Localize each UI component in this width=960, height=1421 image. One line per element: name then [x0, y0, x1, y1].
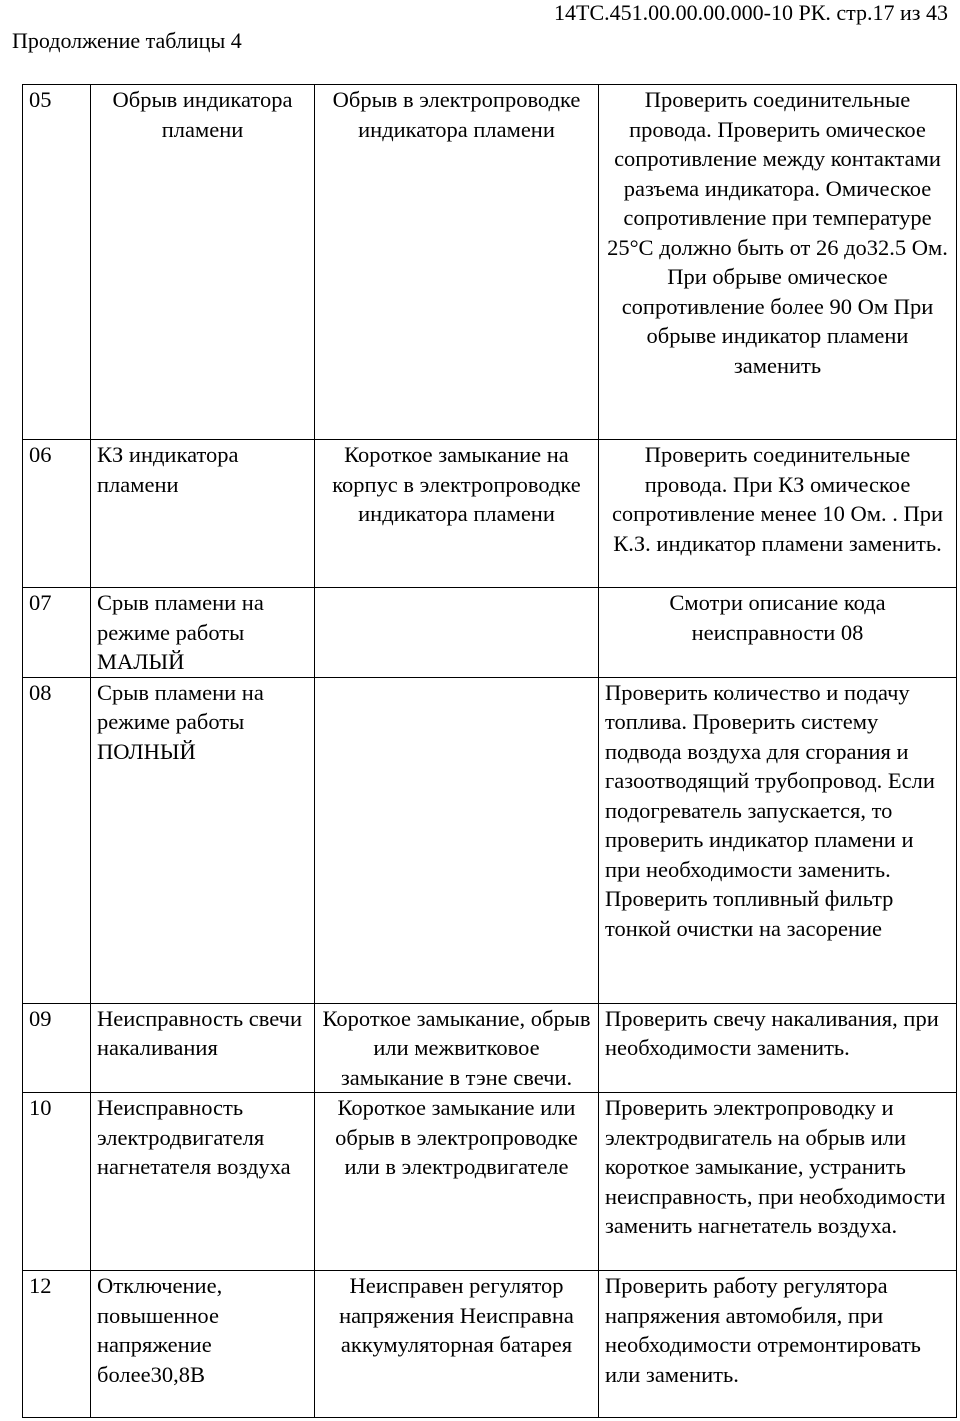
- fault-name: Срыв пламени на режиме работы МАЛЫЙ: [91, 588, 315, 678]
- fault-cause: Обрыв в электропроводке индикатора пламени: [315, 85, 599, 440]
- fault-cause: [315, 588, 599, 678]
- fault-cause: Короткое замыкание или обрыв в электропроводке или в электродвигателе: [315, 1093, 599, 1271]
- fault-code: 07: [23, 588, 91, 678]
- fault-code: 08: [23, 677, 91, 1003]
- fault-code: 06: [23, 440, 91, 588]
- fault-action: Проверить соединительные провода. При КЗ омическое сопротивление менее 10 Ом. . При К.З. индикатор пламени заменить.: [599, 440, 957, 588]
- table-row: [23, 588, 957, 678]
- table-row: [23, 85, 957, 440]
- fault-cause: Короткое замыкание, обрыв или межвитковое замыкание в тэне свечи.: [315, 1003, 599, 1093]
- fault-cause: Короткое замыкание на корпус в электропроводке индикатора пламени: [315, 440, 599, 588]
- fault-action: Проверить свечу накаливания, при необходимости заменить.: [599, 1003, 957, 1093]
- fault-codes-table: [22, 84, 957, 1418]
- table-row: [23, 1271, 957, 1418]
- fault-name: Срыв пламени на режиме работы ПОЛНЫЙ: [91, 677, 315, 1003]
- fault-action: Проверить количество и подачу топлива. Проверить систему подвода воздуха для сгорания и газоотводящий трубопровод. Если подогреватель запускается, то проверить индикатор пламени и при необходимости заменить. Проверить топливный фильтр тонкой очистки на засорение: [599, 677, 957, 1003]
- fault-code: 12: [23, 1271, 91, 1418]
- fault-name: Отключение, повышенное напряжение более30,8В: [91, 1271, 315, 1418]
- fault-action: Проверить электропроводку и электродвигатель на обрыв или короткое замыкание, устранить неисправность, при необходимости заменить нагнетатель воздуха.: [599, 1093, 957, 1271]
- table-row: [23, 1003, 957, 1093]
- fault-action: Смотри описание кода неисправности 08: [599, 588, 957, 678]
- fault-name: Обрыв индикатора пламени: [91, 85, 315, 440]
- document-reference: 14ТС.451.00.00.00.000-10 РК. стр.17 из 43: [554, 0, 948, 25]
- fault-code: 05: [23, 85, 91, 440]
- table-row: [23, 1093, 957, 1271]
- fault-name: КЗ индикатора пламени: [91, 440, 315, 588]
- fault-cause: [315, 677, 599, 1003]
- table-row: [23, 440, 957, 588]
- table-row: [23, 677, 957, 1003]
- fault-cause: Неисправен регулятор напряжения Неисправна аккумуляторная батарея: [315, 1271, 599, 1418]
- fault-code: 09: [23, 1003, 91, 1093]
- table-caption: Продолжение таблицы 4: [12, 28, 242, 53]
- fault-action: Проверить соединительные провода. Проверить омическое сопротивление между контактами разъема индикатора. Омическое сопротивление при температуре 25°С должно быть от 26 до32.5 Ом. При обрыве омическое сопротивление более 90 Ом При обрыве индикатор пламени заменить: [599, 85, 957, 440]
- fault-code: 10: [23, 1093, 91, 1271]
- fault-name: Неисправность электродвигателя нагнетателя воздуха: [91, 1093, 315, 1271]
- fault-name: Неисправность свечи накаливания: [91, 1003, 315, 1093]
- fault-action: Проверить работу регулятора напряжения автомобиля, при необходимости отремонтировать или заменить.: [599, 1271, 957, 1418]
